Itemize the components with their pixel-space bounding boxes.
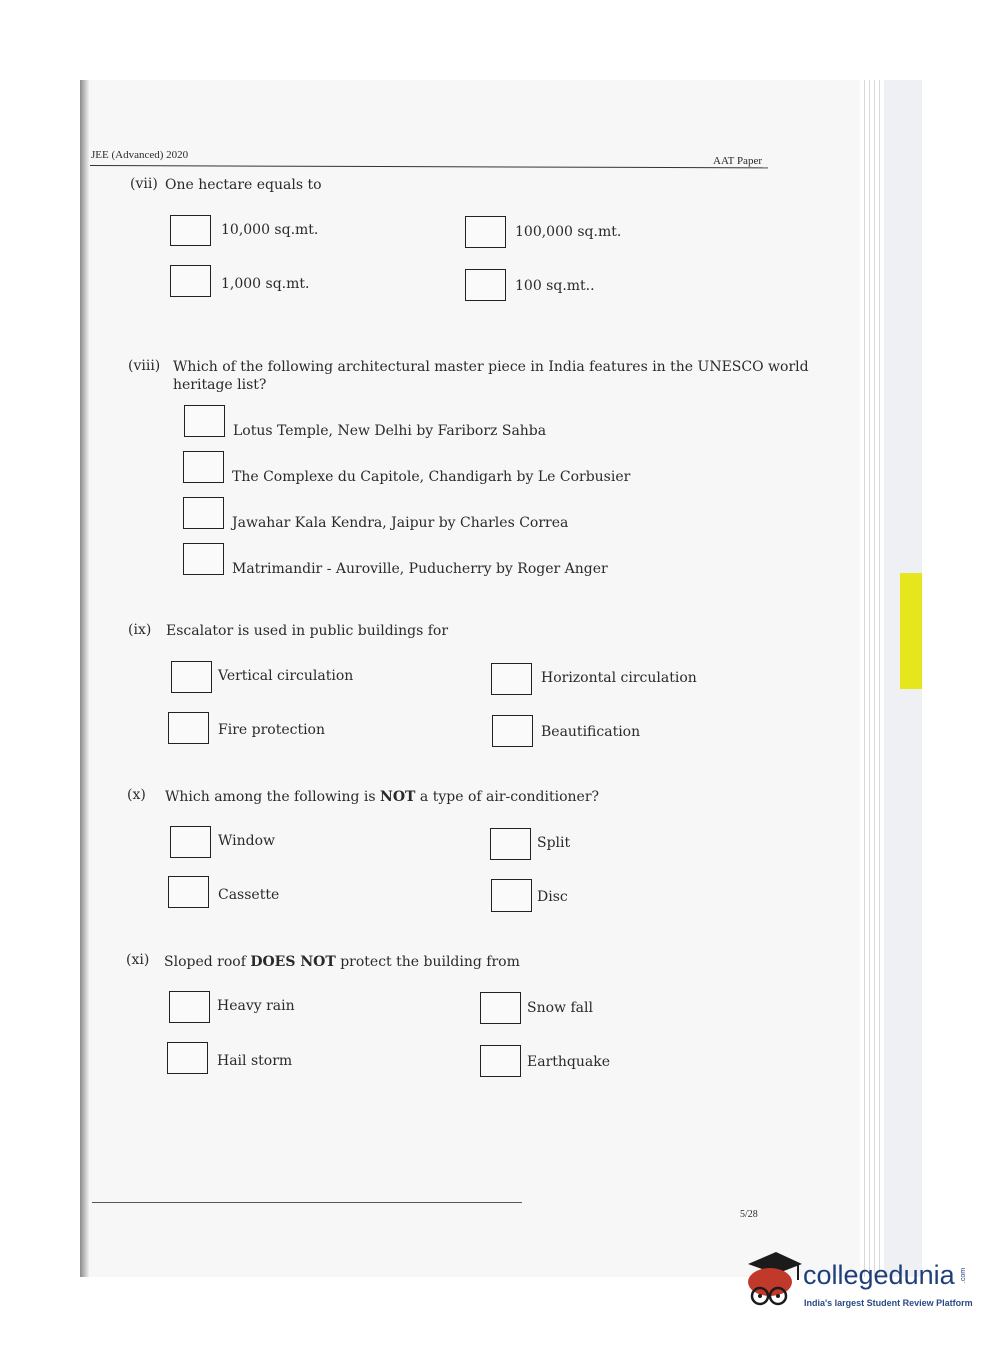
option-checkbox[interactable] <box>491 663 532 695</box>
option-label: Split <box>537 835 571 851</box>
option-checkbox[interactable] <box>183 497 224 529</box>
option-label: Jawahar Kala Kendra, Jaipur by Charles Correa <box>232 515 569 531</box>
option-label: Window <box>218 833 276 849</box>
option-checkbox[interactable] <box>184 405 225 437</box>
option-checkbox[interactable] <box>465 216 506 248</box>
option-checkbox[interactable] <box>465 269 506 301</box>
option-checkbox[interactable] <box>480 992 521 1024</box>
option-checkbox[interactable] <box>170 265 211 297</box>
option-checkbox[interactable] <box>183 543 224 575</box>
option-label: Earthquake <box>527 1054 610 1070</box>
question-number: (x) <box>127 787 146 803</box>
option-label: 10,000 sq.mt. <box>221 222 319 238</box>
option-checkbox[interactable] <box>168 876 209 908</box>
option-checkbox[interactable] <box>492 715 533 747</box>
option-label: The Complexe du Capitole, Chandigarh by Le Corbusier <box>232 469 631 485</box>
page-number: 5/28 <box>740 1209 758 1220</box>
question-text: Which of the following architectural master piece in India features in the UNESCO world <box>173 359 809 375</box>
collegedunia-logo-text: collegedunia <box>803 1260 955 1290</box>
option-label: 100,000 sq.mt. <box>515 224 622 240</box>
option-checkbox[interactable] <box>170 826 211 858</box>
option-checkbox[interactable] <box>167 1042 208 1074</box>
question-number: (viii) <box>128 358 161 374</box>
header-exam-title: JEE (Advanced) 2020 <box>91 149 189 161</box>
collegedunia-mascot-icon <box>742 1250 804 1320</box>
option-checkbox[interactable] <box>491 879 532 912</box>
question-text-cont: heritage list? <box>173 377 267 393</box>
question-number: (ix) <box>128 622 152 638</box>
option-checkbox[interactable] <box>170 215 211 246</box>
option-checkbox[interactable] <box>490 828 531 860</box>
option-label: 1,000 sq.mt. <box>221 276 310 292</box>
yellow-tab-marker <box>900 573 922 689</box>
option-label: Beautification <box>541 724 641 740</box>
footer-rule <box>92 1202 522 1203</box>
page-binding-shadow <box>80 80 89 1277</box>
option-checkbox[interactable] <box>480 1045 521 1077</box>
option-label: Fire protection <box>218 722 326 738</box>
option-label: Disc <box>537 889 568 905</box>
question-text: Escalator is used in public buildings for <box>166 623 449 639</box>
option-label: Matrimandir - Auroville, Puducherry by Roger Anger <box>232 561 608 577</box>
logo-com-suffix: .com <box>960 1267 968 1284</box>
question-text: Sloped roof DOES NOT protect the building from <box>164 954 520 970</box>
option-checkbox[interactable] <box>169 991 210 1023</box>
option-label: Vertical circulation <box>218 668 354 684</box>
option-label: Lotus Temple, New Delhi by Fariborz Sahba <box>233 423 547 439</box>
option-checkbox[interactable] <box>171 661 212 693</box>
option-label: Cassette <box>218 887 280 903</box>
logo-tagline: India's largest Student Review Platform <box>804 1298 973 1308</box>
option-label: 100 sq.mt.. <box>515 278 595 294</box>
option-label: Heavy rain <box>217 998 295 1014</box>
question-text: Which among the following is NOT a type of air-conditioner? <box>165 789 600 805</box>
question-number: (xi) <box>126 952 150 968</box>
option-checkbox[interactable] <box>183 451 224 483</box>
option-checkbox[interactable] <box>168 712 209 744</box>
option-label: Hail storm <box>217 1053 293 1069</box>
option-label: Snow fall <box>527 1000 593 1016</box>
header-paper-name: AAT Paper <box>713 155 762 167</box>
option-label: Horizontal circulation <box>541 670 697 686</box>
question-text: One hectare equals to <box>165 177 322 193</box>
question-number: (vii) <box>130 176 158 192</box>
